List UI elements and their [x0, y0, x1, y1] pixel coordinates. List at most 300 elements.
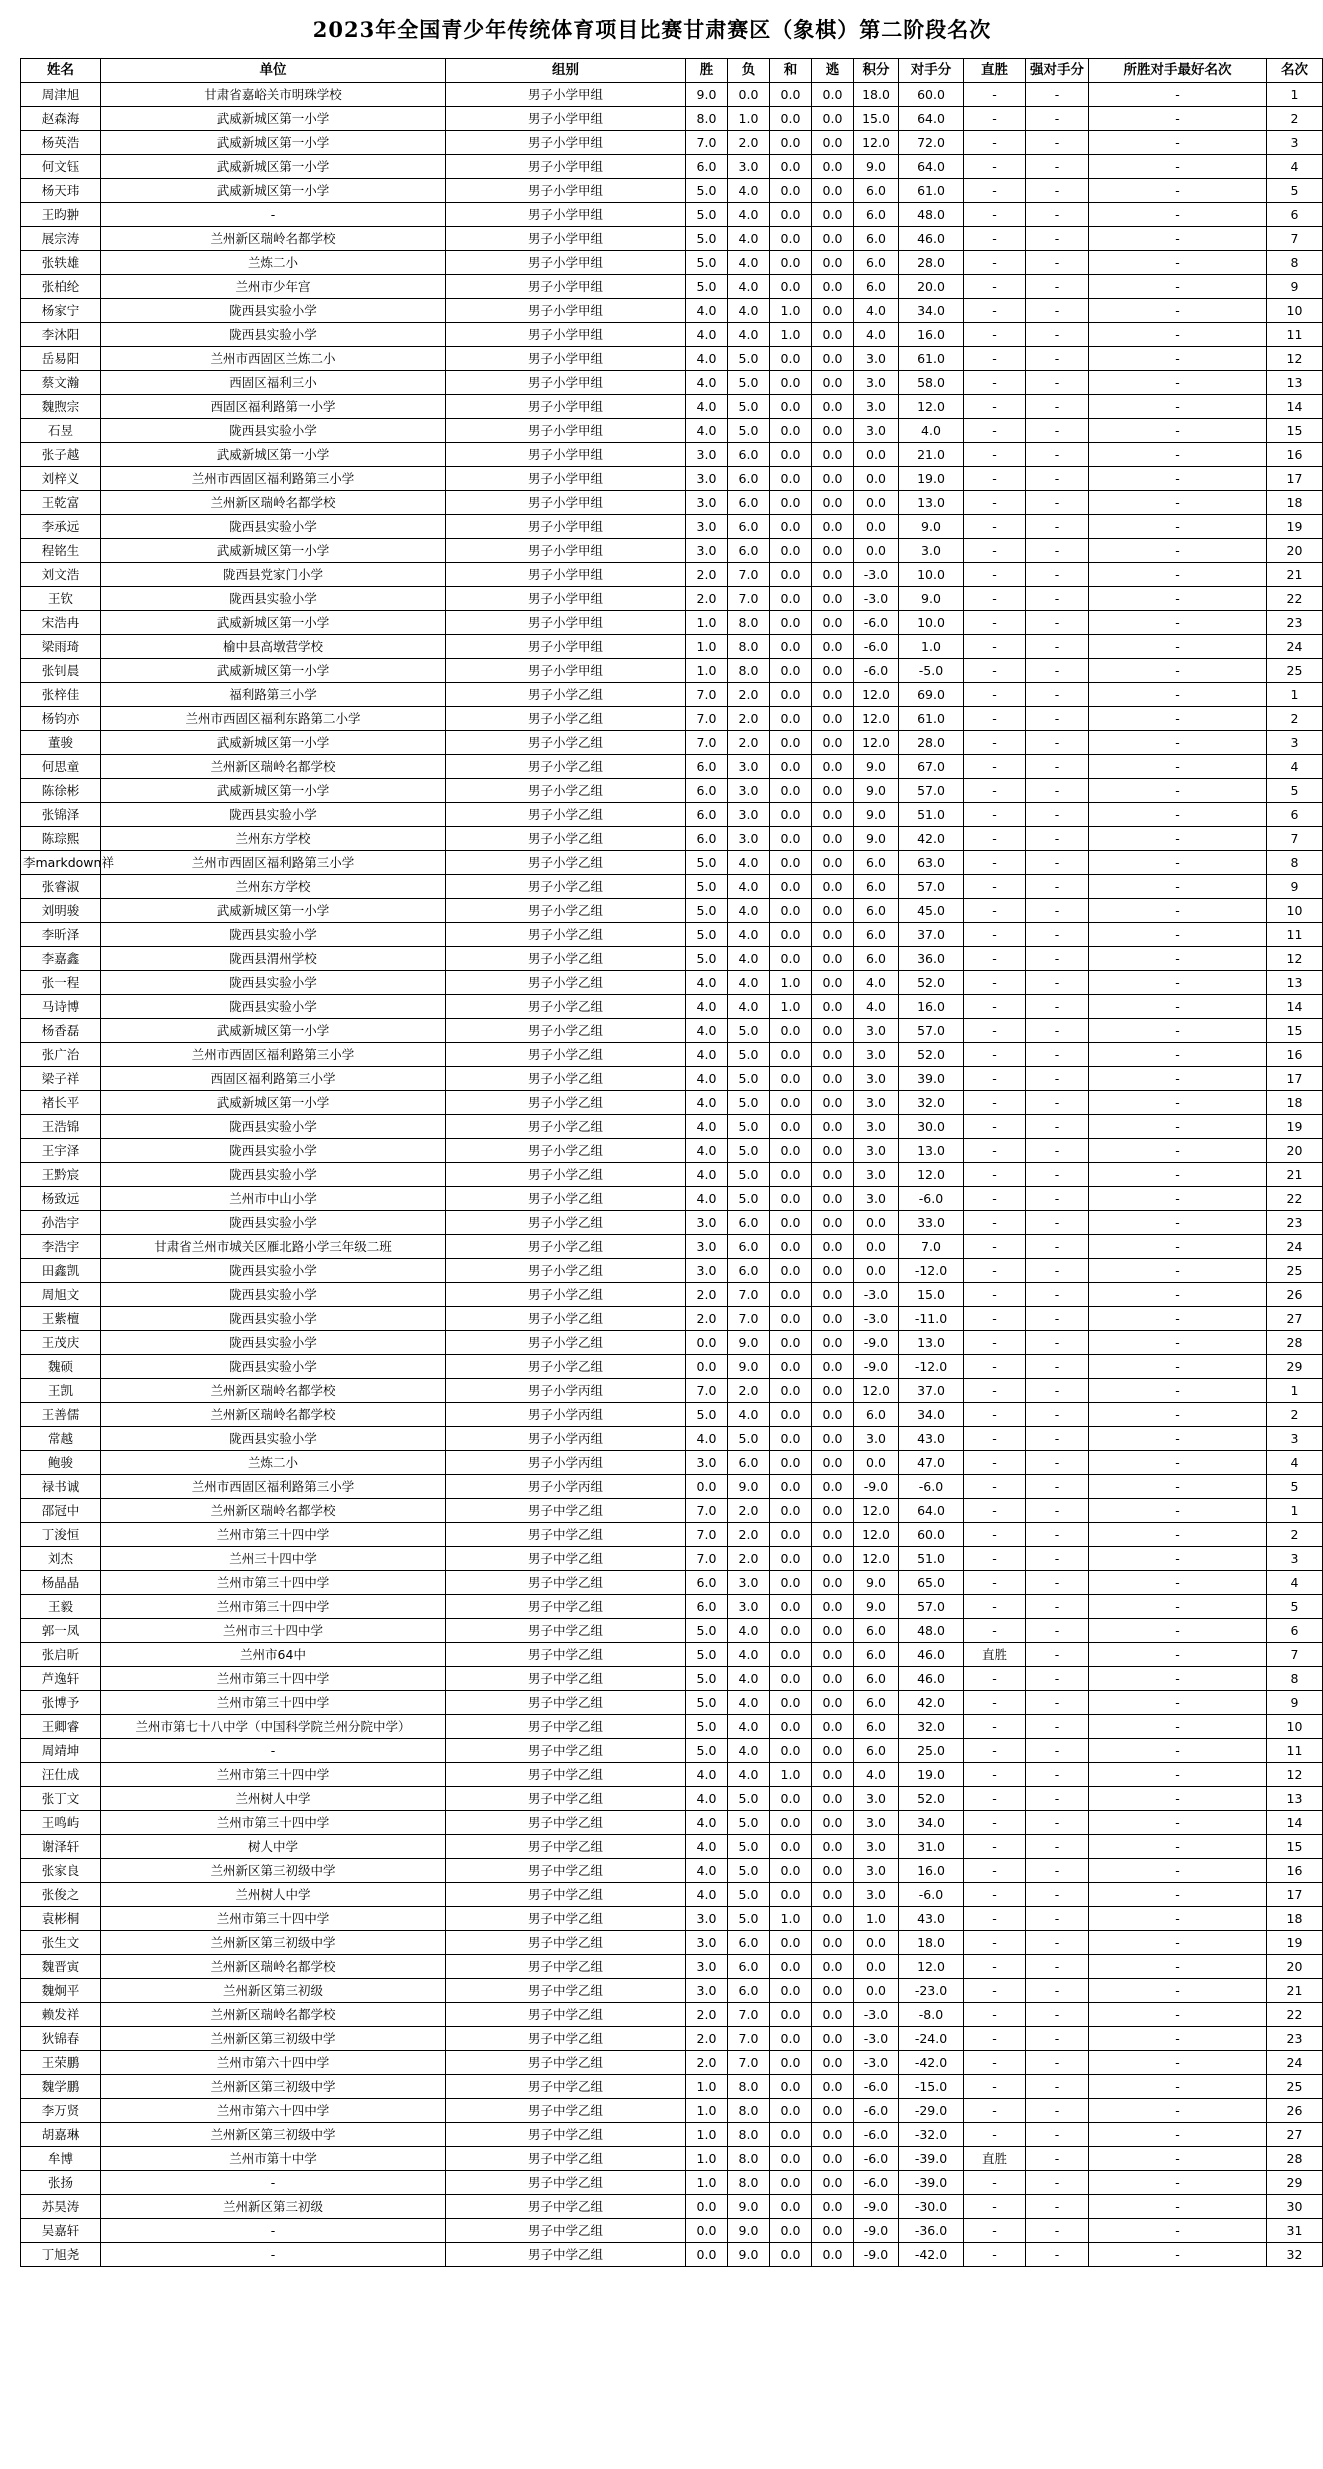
cell-points: 6.0 — [854, 1739, 899, 1763]
cell-forfeits: 0.0 — [812, 251, 854, 275]
cell-opponent-score: 51.0 — [899, 803, 964, 827]
cell-losses: 6.0 — [728, 1979, 770, 2003]
cell-rank: 2 — [1267, 107, 1323, 131]
cell-name: 张启昕 — [21, 1643, 101, 1667]
table-row — [21, 635, 1323, 659]
cell-losses: 7.0 — [728, 2051, 770, 2075]
cell-name: 梁雨琦 — [21, 635, 101, 659]
cell-losses: 1.0 — [728, 107, 770, 131]
cell-losses: 4.0 — [728, 323, 770, 347]
cell-best-beaten-opponent-rank: - — [1089, 419, 1267, 443]
cell-losses: 6.0 — [728, 1451, 770, 1475]
cell-draws: 0.0 — [770, 443, 812, 467]
cell-name: 王荣鹏 — [21, 2051, 101, 2075]
cell-losses: 5.0 — [728, 1043, 770, 1067]
cell-strong-opponent-score: - — [1026, 539, 1089, 563]
cell-name: 杨家宁 — [21, 299, 101, 323]
cell-best-beaten-opponent-rank: - — [1089, 1667, 1267, 1691]
cell-draws: 0.0 — [770, 1715, 812, 1739]
cell-rank: 8 — [1267, 251, 1323, 275]
cell-direct-win: - — [964, 1811, 1026, 1835]
cell-losses: 3.0 — [728, 803, 770, 827]
cell-draws: 0.0 — [770, 1355, 812, 1379]
cell-strong-opponent-score: - — [1026, 251, 1089, 275]
cell-opponent-score: 13.0 — [899, 1331, 964, 1355]
cell-points: -3.0 — [854, 563, 899, 587]
cell-draws: 0.0 — [770, 227, 812, 251]
cell-best-beaten-opponent-rank: - — [1089, 1979, 1267, 2003]
cell-name: 王茂庆 — [21, 1331, 101, 1355]
cell-opponent-score: 36.0 — [899, 947, 964, 971]
cell-best-beaten-opponent-rank: - — [1089, 1955, 1267, 1979]
cell-draws: 0.0 — [770, 2171, 812, 2195]
cell-direct-win: - — [964, 1523, 1026, 1547]
cell-direct-win: - — [964, 1403, 1026, 1427]
cell-wins: 5.0 — [686, 1715, 728, 1739]
cell-losses: 3.0 — [728, 827, 770, 851]
cell-name: 何思童 — [21, 755, 101, 779]
cell-rank: 25 — [1267, 659, 1323, 683]
cell-best-beaten-opponent-rank: - — [1089, 1211, 1267, 1235]
cell-group: 男子小学甲组 — [446, 371, 686, 395]
table-row — [21, 683, 1323, 707]
table-row — [21, 347, 1323, 371]
cell-points: -6.0 — [854, 2123, 899, 2147]
cell-points: -9.0 — [854, 2195, 899, 2219]
cell-name: 张扬 — [21, 2171, 101, 2195]
cell-draws: 0.0 — [770, 203, 812, 227]
cell-points: 1.0 — [854, 1907, 899, 1931]
table-row — [21, 1211, 1323, 1235]
cell-direct-win: - — [964, 1787, 1026, 1811]
cell-forfeits: 0.0 — [812, 1163, 854, 1187]
cell-opponent-score: 61.0 — [899, 707, 964, 731]
cell-points: 6.0 — [854, 179, 899, 203]
cell-draws: 0.0 — [770, 659, 812, 683]
cell-wins: 6.0 — [686, 827, 728, 851]
cell-group: 男子小学乙组 — [446, 683, 686, 707]
cell-unit: 陇西县渭州学校 — [101, 947, 446, 971]
cell-draws: 0.0 — [770, 1067, 812, 1091]
cell-points: 15.0 — [854, 107, 899, 131]
cell-name: 张子越 — [21, 443, 101, 467]
cell-opponent-score: 47.0 — [899, 1451, 964, 1475]
table-row — [21, 803, 1323, 827]
cell-strong-opponent-score: - — [1026, 1787, 1089, 1811]
cell-best-beaten-opponent-rank: - — [1089, 107, 1267, 131]
cell-group: 男子中学乙组 — [446, 1835, 686, 1859]
cell-strong-opponent-score: - — [1026, 491, 1089, 515]
table-body — [21, 83, 1323, 2267]
cell-direct-win: - — [964, 395, 1026, 419]
cell-group: 男子小学乙组 — [446, 803, 686, 827]
cell-rank: 15 — [1267, 419, 1323, 443]
cell-wins: 5.0 — [686, 179, 728, 203]
cell-rank: 24 — [1267, 635, 1323, 659]
cell-forfeits: 0.0 — [812, 2147, 854, 2171]
cell-forfeits: 0.0 — [812, 1139, 854, 1163]
cell-strong-opponent-score: - — [1026, 2075, 1089, 2099]
cell-strong-opponent-score: - — [1026, 2051, 1089, 2075]
cell-opponent-score: 12.0 — [899, 1163, 964, 1187]
cell-points: 3.0 — [854, 347, 899, 371]
cell-direct-win: - — [964, 1907, 1026, 1931]
table-row — [21, 1691, 1323, 1715]
cell-wins: 2.0 — [686, 563, 728, 587]
cell-points: -6.0 — [854, 2171, 899, 2195]
cell-draws: 0.0 — [770, 371, 812, 395]
cell-opponent-score: 43.0 — [899, 1427, 964, 1451]
cell-name: 谢泽轩 — [21, 1835, 101, 1859]
table-row — [21, 707, 1323, 731]
cell-unit: - — [101, 2219, 446, 2243]
cell-strong-opponent-score: - — [1026, 275, 1089, 299]
cell-unit: 西固区福利路第一小学 — [101, 395, 446, 419]
table-row — [21, 1571, 1323, 1595]
cell-losses: 2.0 — [728, 683, 770, 707]
cell-direct-win: - — [964, 1139, 1026, 1163]
table-row — [21, 1163, 1323, 1187]
cell-group: 男子小学甲组 — [446, 491, 686, 515]
cell-draws: 1.0 — [770, 995, 812, 1019]
cell-unit: 兰州新区瑞岭名都学校 — [101, 755, 446, 779]
cell-best-beaten-opponent-rank: - — [1089, 131, 1267, 155]
cell-opponent-score: -32.0 — [899, 2123, 964, 2147]
cell-forfeits: 0.0 — [812, 899, 854, 923]
cell-name: 周靖坤 — [21, 1739, 101, 1763]
cell-rank: 14 — [1267, 395, 1323, 419]
cell-opponent-score: -42.0 — [899, 2243, 964, 2267]
cell-group: 男子中学乙组 — [446, 1547, 686, 1571]
cell-group: 男子小学丙组 — [446, 1403, 686, 1427]
cell-forfeits: 0.0 — [812, 1331, 854, 1355]
cell-points: -6.0 — [854, 611, 899, 635]
cell-draws: 0.0 — [770, 1163, 812, 1187]
cell-losses: 4.0 — [728, 1763, 770, 1787]
cell-forfeits: 0.0 — [812, 155, 854, 179]
table-row — [21, 1403, 1323, 1427]
cell-points: -6.0 — [854, 2075, 899, 2099]
cell-rank: 13 — [1267, 371, 1323, 395]
cell-draws: 0.0 — [770, 1643, 812, 1667]
cell-forfeits: 0.0 — [812, 1067, 854, 1091]
cell-forfeits: 0.0 — [812, 1283, 854, 1307]
cell-direct-win: - — [964, 1019, 1026, 1043]
table-row — [21, 1235, 1323, 1259]
cell-direct-win: - — [964, 899, 1026, 923]
cell-group: 男子小学乙组 — [446, 1019, 686, 1043]
cell-unit: 陇西县实验小学 — [101, 1427, 446, 1451]
table-row — [21, 395, 1323, 419]
cell-draws: 0.0 — [770, 2003, 812, 2027]
cell-direct-win: - — [964, 779, 1026, 803]
cell-name: 牟博 — [21, 2147, 101, 2171]
cell-points: 3.0 — [854, 1835, 899, 1859]
cell-draws: 0.0 — [770, 1523, 812, 1547]
cell-name: 王凯 — [21, 1379, 101, 1403]
cell-unit: 兰州新区瑞岭名都学校 — [101, 1379, 446, 1403]
cell-unit: - — [101, 2171, 446, 2195]
cell-opponent-score: 69.0 — [899, 683, 964, 707]
table-row — [21, 227, 1323, 251]
cell-forfeits: 0.0 — [812, 731, 854, 755]
cell-opponent-score: 10.0 — [899, 563, 964, 587]
cell-unit: 武威新城区第一小学 — [101, 539, 446, 563]
cell-opponent-score: 48.0 — [899, 1619, 964, 1643]
cell-rank: 20 — [1267, 539, 1323, 563]
cell-points: 9.0 — [854, 779, 899, 803]
cell-name: 张梓佳 — [21, 683, 101, 707]
cell-direct-win: - — [964, 179, 1026, 203]
cell-wins: 5.0 — [686, 251, 728, 275]
cell-best-beaten-opponent-rank: - — [1089, 1043, 1267, 1067]
cell-draws: 0.0 — [770, 275, 812, 299]
table-row — [21, 1667, 1323, 1691]
cell-wins: 7.0 — [686, 707, 728, 731]
cell-best-beaten-opponent-rank: - — [1089, 251, 1267, 275]
cell-group: 男子小学丙组 — [446, 1475, 686, 1499]
cell-forfeits: 0.0 — [812, 1475, 854, 1499]
cell-unit: 兰州市第三十四中学 — [101, 1811, 446, 1835]
cell-rank: 16 — [1267, 1859, 1323, 1883]
table-row — [21, 83, 1323, 107]
cell-strong-opponent-score: - — [1026, 1739, 1089, 1763]
cell-opponent-score: 34.0 — [899, 1811, 964, 1835]
cell-name: 汪仕成 — [21, 1763, 101, 1787]
cell-unit: 兰州新区第三初级 — [101, 1979, 446, 2003]
cell-name: 王乾富 — [21, 491, 101, 515]
table-row — [21, 1763, 1323, 1787]
cell-direct-win: - — [964, 131, 1026, 155]
cell-strong-opponent-score: - — [1026, 1643, 1089, 1667]
cell-rank: 11 — [1267, 323, 1323, 347]
cell-group: 男子小学乙组 — [446, 731, 686, 755]
cell-forfeits: 0.0 — [812, 491, 854, 515]
cell-opponent-score: 72.0 — [899, 131, 964, 155]
cell-losses: 5.0 — [728, 1187, 770, 1211]
cell-rank: 17 — [1267, 1067, 1323, 1091]
cell-direct-win: - — [964, 83, 1026, 107]
cell-unit: 兰州三十四中学 — [101, 1547, 446, 1571]
cell-direct-win: - — [964, 923, 1026, 947]
cell-wins: 3.0 — [686, 1955, 728, 1979]
cell-rank: 27 — [1267, 2123, 1323, 2147]
table-row — [21, 1139, 1323, 1163]
cell-rank: 8 — [1267, 1667, 1323, 1691]
cell-direct-win: - — [964, 635, 1026, 659]
cell-forfeits: 0.0 — [812, 779, 854, 803]
table-row — [21, 2027, 1323, 2051]
cell-unit: 陇西县实验小学 — [101, 1283, 446, 1307]
cell-forfeits: 0.0 — [812, 755, 854, 779]
cell-rank: 13 — [1267, 1787, 1323, 1811]
cell-direct-win: - — [964, 1475, 1026, 1499]
cell-name: 吴嘉轩 — [21, 2219, 101, 2243]
table-row — [21, 2123, 1323, 2147]
cell-rank: 15 — [1267, 1019, 1323, 1043]
cell-forfeits: 0.0 — [812, 587, 854, 611]
cell-direct-win: 直胜 — [964, 1643, 1026, 1667]
cell-forfeits: 0.0 — [812, 203, 854, 227]
cell-rank: 21 — [1267, 563, 1323, 587]
cell-group: 男子中学乙组 — [446, 1643, 686, 1667]
cell-best-beaten-opponent-rank: - — [1089, 707, 1267, 731]
cell-direct-win: - — [964, 1667, 1026, 1691]
cell-unit: 陇西县实验小学 — [101, 1139, 446, 1163]
cell-direct-win: - — [964, 995, 1026, 1019]
cell-group: 男子小学丙组 — [446, 1451, 686, 1475]
cell-best-beaten-opponent-rank: - — [1089, 2075, 1267, 2099]
cell-forfeits: 0.0 — [812, 2219, 854, 2243]
cell-forfeits: 0.0 — [812, 83, 854, 107]
cell-points: 6.0 — [854, 275, 899, 299]
cell-group: 男子中学乙组 — [446, 2075, 686, 2099]
cell-forfeits: 0.0 — [812, 1523, 854, 1547]
cell-group: 男子小学乙组 — [446, 707, 686, 731]
cell-direct-win: - — [964, 539, 1026, 563]
cell-group: 男子小学乙组 — [446, 1259, 686, 1283]
cell-wins: 1.0 — [686, 611, 728, 635]
table-row — [21, 1115, 1323, 1139]
cell-unit: 兰州市第三十四中学 — [101, 1907, 446, 1931]
cell-wins: 4.0 — [686, 371, 728, 395]
cell-rank: 16 — [1267, 1043, 1323, 1067]
cell-forfeits: 0.0 — [812, 515, 854, 539]
cell-forfeits: 0.0 — [812, 107, 854, 131]
cell-strong-opponent-score: - — [1026, 1307, 1089, 1331]
cell-best-beaten-opponent-rank: - — [1089, 1523, 1267, 1547]
column-header-points: 积分 — [854, 59, 899, 83]
cell-rank: 13 — [1267, 971, 1323, 995]
cell-forfeits: 0.0 — [812, 1403, 854, 1427]
cell-name: 岳易阳 — [21, 347, 101, 371]
table-row — [21, 1979, 1323, 2003]
cell-best-beaten-opponent-rank: - — [1089, 923, 1267, 947]
table-row — [21, 467, 1323, 491]
cell-best-beaten-opponent-rank: - — [1089, 515, 1267, 539]
table-row — [21, 323, 1323, 347]
cell-wins: 5.0 — [686, 851, 728, 875]
cell-best-beaten-opponent-rank: - — [1089, 1331, 1267, 1355]
cell-points: 6.0 — [854, 851, 899, 875]
cell-name: 张柏纶 — [21, 275, 101, 299]
cell-opponent-score: 13.0 — [899, 1139, 964, 1163]
cell-strong-opponent-score: - — [1026, 1379, 1089, 1403]
cell-draws: 0.0 — [770, 1547, 812, 1571]
cell-best-beaten-opponent-rank: - — [1089, 1715, 1267, 1739]
cell-draws: 0.0 — [770, 1931, 812, 1955]
cell-points: 9.0 — [854, 755, 899, 779]
cell-strong-opponent-score: - — [1026, 1763, 1089, 1787]
cell-unit: 兰州市西固区福利路第三小学 — [101, 467, 446, 491]
cell-rank: 5 — [1267, 779, 1323, 803]
cell-name: 周旭文 — [21, 1283, 101, 1307]
cell-forfeits: 0.0 — [812, 2003, 854, 2027]
cell-draws: 0.0 — [770, 251, 812, 275]
cell-draws: 0.0 — [770, 1955, 812, 1979]
cell-rank: 22 — [1267, 2003, 1323, 2027]
cell-draws: 0.0 — [770, 1187, 812, 1211]
table-row — [21, 131, 1323, 155]
cell-name: 程铭生 — [21, 539, 101, 563]
cell-forfeits: 0.0 — [812, 131, 854, 155]
cell-direct-win: - — [964, 2219, 1026, 2243]
cell-losses: 2.0 — [728, 131, 770, 155]
cell-direct-win: - — [964, 2123, 1026, 2147]
cell-losses: 6.0 — [728, 1931, 770, 1955]
cell-points: 6.0 — [854, 1715, 899, 1739]
cell-unit: 武威新城区第一小学 — [101, 179, 446, 203]
cell-losses: 5.0 — [728, 1787, 770, 1811]
cell-group: 男子小学乙组 — [446, 851, 686, 875]
cell-group: 男子小学乙组 — [446, 875, 686, 899]
cell-points: 6.0 — [854, 875, 899, 899]
cell-name: 魏炯平 — [21, 1979, 101, 2003]
cell-rank: 5 — [1267, 1475, 1323, 1499]
cell-rank: 25 — [1267, 1259, 1323, 1283]
cell-forfeits: 0.0 — [812, 971, 854, 995]
cell-opponent-score: 63.0 — [899, 851, 964, 875]
cell-points: 6.0 — [854, 947, 899, 971]
cell-forfeits: 0.0 — [812, 1835, 854, 1859]
cell-name: 胡嘉琳 — [21, 2123, 101, 2147]
table-row — [21, 2243, 1323, 2267]
cell-best-beaten-opponent-rank: - — [1089, 83, 1267, 107]
cell-direct-win: - — [964, 1355, 1026, 1379]
cell-forfeits: 0.0 — [812, 1811, 854, 1835]
cell-losses: 8.0 — [728, 2147, 770, 2171]
cell-unit: 甘肃省兰州市城关区雁北路小学三年级二班 — [101, 1235, 446, 1259]
cell-opponent-score: -36.0 — [899, 2219, 964, 2243]
cell-group: 男子小学乙组 — [446, 923, 686, 947]
cell-rank: 10 — [1267, 299, 1323, 323]
cell-opponent-score: -6.0 — [899, 1475, 964, 1499]
cell-best-beaten-opponent-rank: - — [1089, 1139, 1267, 1163]
cell-group: 男子中学乙组 — [446, 2147, 686, 2171]
cell-opponent-score: 21.0 — [899, 443, 964, 467]
cell-rank: 14 — [1267, 995, 1323, 1019]
cell-strong-opponent-score: - — [1026, 2147, 1089, 2171]
cell-unit: 兰州市第十中学 — [101, 2147, 446, 2171]
cell-strong-opponent-score: - — [1026, 1547, 1089, 1571]
cell-forfeits: 0.0 — [812, 995, 854, 1019]
cell-opponent-score: 33.0 — [899, 1211, 964, 1235]
cell-draws: 0.0 — [770, 1619, 812, 1643]
cell-rank: 22 — [1267, 1187, 1323, 1211]
cell-forfeits: 0.0 — [812, 1859, 854, 1883]
cell-best-beaten-opponent-rank: - — [1089, 467, 1267, 491]
cell-points: -3.0 — [854, 1283, 899, 1307]
cell-rank: 1 — [1267, 683, 1323, 707]
cell-points: -6.0 — [854, 2099, 899, 2123]
cell-points: 9.0 — [854, 827, 899, 851]
table-row — [21, 1547, 1323, 1571]
cell-forfeits: 0.0 — [812, 803, 854, 827]
cell-losses: 5.0 — [728, 1811, 770, 1835]
cell-forfeits: 0.0 — [812, 2099, 854, 2123]
cell-forfeits: 0.0 — [812, 851, 854, 875]
cell-points: 6.0 — [854, 1667, 899, 1691]
cell-opponent-score: -23.0 — [899, 1979, 964, 2003]
cell-unit: 兰州市第六十四中学 — [101, 2099, 446, 2123]
cell-forfeits: 0.0 — [812, 443, 854, 467]
cell-name: 展宗涛 — [21, 227, 101, 251]
cell-direct-win: - — [964, 1931, 1026, 1955]
cell-opponent-score: 57.0 — [899, 1019, 964, 1043]
cell-best-beaten-opponent-rank: - — [1089, 1499, 1267, 1523]
cell-wins: 5.0 — [686, 1403, 728, 1427]
cell-points: 4.0 — [854, 323, 899, 347]
